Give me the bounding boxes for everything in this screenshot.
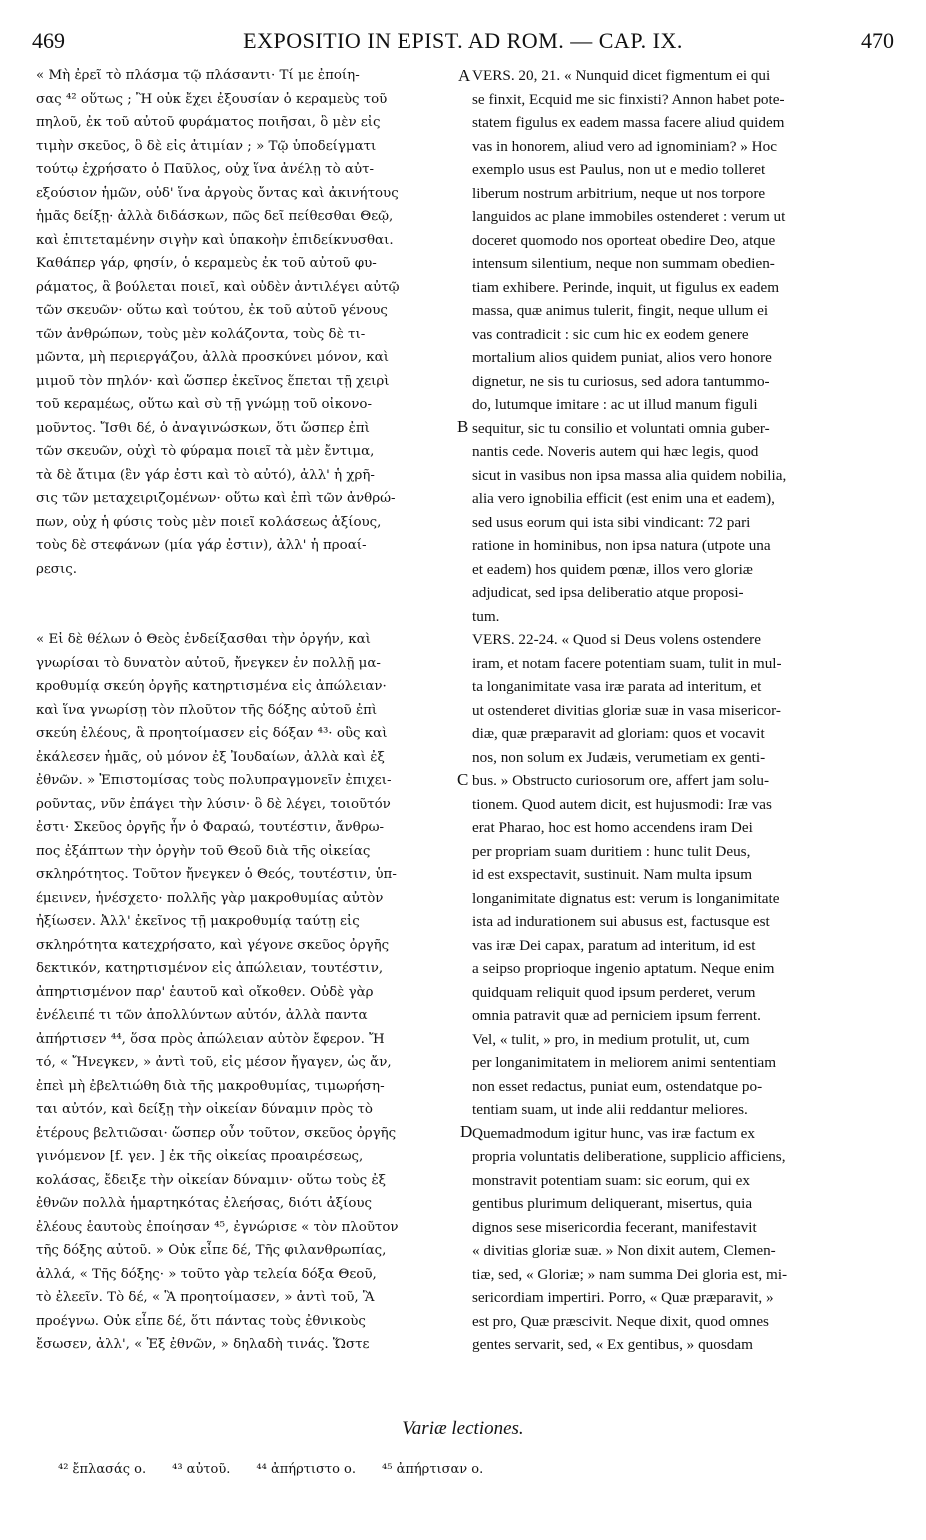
- text-line: [36, 581, 454, 605]
- variant-note: ⁴² ἔπλασάς ο.: [58, 1462, 147, 1477]
- text-line: erat Pharao, hoc est homo accendens iram Dei: [472, 819, 753, 836]
- text-line: gentibus plurimum deliquerant, misertus, quia: [472, 1195, 753, 1212]
- variant-note: ⁴⁴ ἀπήρτιστο ο.: [256, 1462, 357, 1477]
- text-line: ut ostenderet divitias gloriæ suæ in vasa misericor-: [472, 701, 781, 719]
- text-line: per longanimitatem in meliorem animi sententiam: [472, 1054, 777, 1071]
- text-line: sequitur, sic tu consilio et voluntati omnia guber-: [472, 419, 770, 437]
- text-line: propria voluntatis deliberatione, supplicio afficiens,: [472, 1148, 786, 1165]
- margin-letter-b: B: [457, 417, 469, 436]
- page-header: [32, 28, 894, 58]
- text-line: σκληρότητα κατεχρήσατο, καὶ γέγονε σκεῦος ὀργῆς: [36, 937, 390, 953]
- text-line: « divitias gloriæ suæ. » Non dixit autem, Clemen-: [472, 1242, 776, 1259]
- text-line: ἐκάλεσεν ἡμᾶς, οὐ μόνον ἐξ Ἰουδαίων, ἀλλὰ καὶ ἐξ: [36, 749, 385, 765]
- text-line: ἀλλά, « Τῆς δόξης· » τοῦτο γὰρ τελεία δόξα Θεοῦ,: [36, 1266, 377, 1282]
- text-line: ται αὐτόν, καὶ δείξῃ τὴν οἰκείαν δύναμιν πρὸς τὸ: [36, 1102, 373, 1117]
- text-line: adjudicat, sed ipsa deliberatio atque proposi-: [472, 584, 744, 601]
- text-line: statem figulus ex eadem massa facere aliud quidem: [472, 114, 785, 131]
- text-line: mortalium alios quidem puniat, alios vero honore: [472, 349, 772, 366]
- text-line: iram, et notam facere potentiam suam, tulit in mul-: [472, 654, 782, 672]
- text-line: non esset redactus, puniat eum, ostendatque po-: [472, 1077, 763, 1095]
- text-line: VERS. 20, 21. « Nunquid dicet figmentum ei qui: [472, 67, 771, 84]
- margin-letter-c: C: [457, 770, 469, 789]
- text-line: ρεσις.: [36, 561, 77, 577]
- text-line: tum.: [472, 607, 500, 625]
- text-line: ratione in hominibus, non ipsa natura (utpote una: [472, 537, 771, 554]
- running-title: EXPOSITIO IN EPIST. AD ROM. — CAP. IX.: [243, 28, 683, 53]
- text-line: « Εἰ δὲ θέλων ὁ Θεὸς ἐνδείξασθαι τὴν ὀργήν, καὶ: [36, 632, 371, 647]
- text-line: κροθυμίᾳ σκεύη ὀργῆς κατηρτισμένα εἰς ἀπώλειαν·: [36, 679, 387, 694]
- page-number-left: 469: [32, 28, 65, 53]
- variant-note: ⁴³ αὐτοῦ.: [172, 1462, 231, 1477]
- text-line: vas in honorem, aliud vero ad ignominiam? » Hoc: [472, 137, 777, 155]
- text-line: ἐπεὶ μὴ ἐβελτιώθη διὰ τῆς μακροθυμίας, τιμωρήση-: [36, 1078, 385, 1094]
- text-line: ἐλέους ἑαυτοὺς ἐποίησαν ⁴⁵, ἐγνώρισε « τὸν πλοῦτον: [36, 1219, 399, 1235]
- text-line: « Μὴ ἐρεῖ τὸ πλάσμα τῷ πλάσαντι· Τί με ἐποίη-: [36, 68, 360, 83]
- text-line: ἡμᾶς δείξῃ· ἀλλὰ διδάσκων, πῶς δεῖ πείθεσθαι Θεῷ,: [36, 209, 394, 224]
- text-line: ἔσωσεν, ἀλλ', « Ἐξ ἐθνῶν, » δηλαδὴ τινάς. Ὥστε: [36, 1337, 370, 1352]
- text-line: omnia patravit quæ ad perniciem ipsum ferrent.: [472, 1007, 761, 1024]
- text-line: σκεύη ἐλέους, ἃ προητοίμασεν εἰς δόξαν ⁴³· οὓς καὶ: [36, 726, 388, 741]
- text-line: προέγνω. Οὐκ εἶπε δέ, ὅτι πάντας τοὺς ἐθνικοὺς: [36, 1313, 366, 1329]
- text-line: est pro, Quæ præscivit. Neque dixit, quod omnes: [472, 1312, 769, 1330]
- text-line: μῶντα, μὴ περιεργάζου, ἀλλὰ προσκύνει μόνον, καὶ: [36, 350, 389, 365]
- text-line: se finxit, Ecquid me sic finxisti? Annon habet pote-: [472, 90, 785, 108]
- text-line: gentes servarit, sed, « Ex gentibus, » quosdam: [472, 1336, 753, 1353]
- text-line: πηλοῦ, ἐκ τοῦ αὐτοῦ φυράματος ποιῆσαι, ὃ μὲν εἰς: [36, 115, 381, 130]
- text-line: τὰ δὲ ἄτιμα (ἓν γάρ ἐστι καὶ τὸ αὐτό), ἀλλ' ἡ χρῆ-: [36, 467, 375, 483]
- variae-lectiones-title: Variæ lectiones.: [402, 1418, 524, 1439]
- text-line: ἐστι· Σκεῦος ὀργῆς ἦν ὁ Φαραώ, τουτέστιν, ἄνθρω-: [36, 820, 385, 835]
- text-line: vas contradicit : sic cum hic ex eodem genere: [472, 325, 749, 343]
- text-line: vas iræ Dei capax, paratum ad interitum, id est: [472, 936, 756, 954]
- text-line: σις τῶν μεταχειριζομένων· οὕτω καὶ ἐπὶ τῶν ἀνθρώ-: [36, 491, 396, 506]
- text-line: sicut in vasibus non ipsa massa alia quidem nobilia,: [472, 466, 787, 484]
- text-line: id est exspectavit, sustinuit. Nam multa ipsum: [472, 866, 753, 883]
- text-line: do, lutumque imitare : ac ut illud manum figuli: [472, 396, 758, 413]
- text-line: τὸ ἐλεεῖν. Τὸ δέ, « Ἃ προητοίμασεν, » ἀντὶ τοῦ, Ἃ: [36, 1290, 375, 1305]
- variae-lectiones-notes: [58, 1462, 509, 1477]
- text-line: καὶ ἵνα γνωρίσῃ τὸν πλοῦτον τῆς δόξης αὐτοῦ ἐπὶ: [36, 702, 378, 718]
- text-line: a seipso proprioque ingenio aptatum. Neque enim: [472, 960, 775, 977]
- text-line: tiæ, sed, « Gloriæ; » nam summa Dei gloria est, mi-: [472, 1265, 788, 1283]
- text-line: Quemadmodum igitur hunc, vas iræ factum ex: [472, 1124, 756, 1142]
- text-line: εξούσιον ἡμῶν, οὐδ' ἵνα ἀργοὺς ὄντας καὶ ἀκινήτους: [36, 185, 399, 201]
- text-line: σας ⁴² οὕτως ; Ἢ οὐκ ἔχει ἐξουσίαν ὁ κεραμεὺς τοῦ: [36, 91, 388, 107]
- text-line: τῶν σκευῶν, οὐχὶ τὸ φύραμα ποιεῖ τὰ μὲν ἔντιμα,: [36, 444, 375, 459]
- text-line: τούτῳ ἐχρήσατο ὁ Παῦλος, οὐχ ἵνα ἀνέλῃ τὸ αὐτ-: [36, 162, 375, 177]
- text-line: ἀπηρτισμένον παρ' ἑαυτοῦ καὶ οἴκοθεν. Οὐδὲ γὰρ: [36, 984, 374, 1000]
- text-line: σκληρότητος. Τοῦτον ἤνεγκεν ὁ Θεός, τουτέστιν, ὑπ-: [36, 867, 397, 882]
- text-line: nos, non solum ex Judæis, verumetiam ex genti-: [472, 748, 766, 766]
- text-line: τοὺς δὲ στεφάνων (μία γάρ ἐστιν), ἀλλ' ἡ προαί-: [36, 538, 367, 553]
- text-line: monstravit potentiam suam: sic eorum, qui ex: [472, 1171, 750, 1189]
- text-line: alia vero ignobilia efficit (est enim una et eadem),: [472, 490, 775, 507]
- text-line: VERS. 22-24. « Quod si Deus volens ostendere: [472, 631, 761, 648]
- text-line: ἐθνῶν. » Ἐπιστομίσας τοὺς πολυπραγμονεῖν ἐπιχει-: [36, 773, 392, 788]
- text-line: τῶν σκευῶν· οὕτω καὶ τούτου, ἐκ τοῦ αὐτοῦ γένους: [36, 303, 388, 318]
- variant-note: ⁴⁵ ἀπήρτισαν ο.: [382, 1462, 484, 1477]
- text-line: languidos ac plane immobiles ostenderet : verum ut: [472, 208, 786, 225]
- text-line: sericordiam impertiri. Porro, « Quæ præparavit, »: [472, 1289, 774, 1306]
- text-line: τό, « Ἤνεγκεν, » ἀντὶ τοῦ, εἰς μέσον ἤγαγεν, ὡς ἄν,: [36, 1055, 392, 1070]
- text-line: ista ad indurationem sui abusus est, factusque est: [472, 913, 770, 930]
- text-line: κολάσας, ἔδειξε τὴν οἰκείαν δύναμιν· οὕτω τοὺς ἐξ: [36, 1172, 387, 1188]
- text-line: liberum nostrum arbitrium, neque ut nos torpore: [472, 184, 766, 202]
- page-number-right: 470: [861, 28, 894, 53]
- text-line: τοῦ κεραμέως, οὕτω καὶ σὺ τῇ γνώμῃ τοῦ οἰκονο-: [36, 397, 372, 412]
- text-line: ροῦντας, νῦν ἐπάγει τὴν λύσιν· ὃ δὲ λέγει, τοιοῦτόν: [36, 796, 391, 812]
- text-line: γινόμενον [f. γεν. ] ἐκ τῆς οἰκείας προαιρέσεως,: [36, 1149, 364, 1164]
- text-line: quidquam reliquit quod ipsum perderet, verum: [472, 983, 756, 1001]
- text-line: [36, 605, 454, 629]
- latin-text-column: [472, 64, 892, 1357]
- text-line: dignetur, ne sis tu curiosus, sed adora tantummo-: [472, 372, 770, 390]
- text-line: έμεινεν, ἠνέσχετο· πολλῆς γὰρ μακροθυμίας αὐτὸν: [36, 890, 384, 906]
- text-line: Καθάπερ γάρ, φησίν, ὁ κεραμεὺς ἐκ τοῦ αὐτοῦ φυ-: [36, 256, 377, 271]
- text-line: tiam exhibere. Perinde, inquit, ut figulus ex eadem: [472, 278, 780, 296]
- margin-letter-d: D: [460, 1122, 473, 1141]
- text-line: μοῦντος. Ἴσθι δέ, ὁ ἀναγινώσκων, ὅτι ὥσπερ ἐπὶ: [36, 420, 370, 436]
- text-line: ta longanimitate vasa iræ parata ad interitum, et: [472, 678, 762, 695]
- text-line: τῶν ἀνθρώπων, τοὺς μὲν κολάζοντα, τοὺς δὲ τι-: [36, 326, 366, 342]
- text-line: ράματος, ἃ βούλεται ποιεῖ, καὶ οὐδὲν ἀντιλέγει αὐτῷ: [36, 279, 400, 295]
- text-line: et eadem) hos quidem pœnæ, illos vero gloriæ: [472, 560, 753, 578]
- text-line: πος ἐξάπτων τὴν ὀργὴν τοῦ Θεοῦ διὰ τῆς οἰκείας: [36, 843, 371, 859]
- text-line: exemplo usus est Paulus, non ut e medio tolleret: [472, 161, 766, 178]
- text-line: longanimitate dignatus est: verum is longanimitate: [472, 889, 780, 907]
- text-line: sed usus eorum qui ista sibi vindicant: 72 pari: [472, 513, 751, 531]
- greek-text-column: [36, 64, 454, 1357]
- text-line: doceret quomodo nos oporteat obedire Deo, atque: [472, 231, 776, 249]
- text-line: γνωρίσαι τὸ δυνατὸν αὐτοῦ, ἤνεγκεν ἐν πολλῇ μα-: [36, 655, 381, 671]
- text-line: tionem. Quod autem dicit, est hujusmodi: Iræ vas: [472, 795, 772, 813]
- text-line: massa, quæ animus tulerit, fingit, neque ullum ei: [472, 302, 769, 319]
- text-line: ἀπήρτισεν ⁴⁴, ὅσα πρὸς ἀπώλειαν αὐτὸν ἔφερον. Ἤ: [36, 1031, 385, 1047]
- text-line: ἠξίωσεν. Ἀλλ' ἐκεῖνος τῇ μακροθυμίᾳ ταύτῃ εἰς: [36, 914, 360, 929]
- text-line: intensum silentium, neque non summam obedien-: [472, 255, 775, 272]
- text-line: per propriam suam duritiem : hunc tulit Deus,: [472, 842, 751, 860]
- text-line: τῆς δόξης αὐτοῦ. » Οὐκ εἶπε δέ, Τῆς φιλανθρωπίας,: [36, 1243, 387, 1258]
- text-line: πων, οὐχ ἡ φύσις τοὺς μὲν ποιεῖ κολάσεως ἀξίους,: [36, 514, 382, 530]
- text-line: μιμοῦ τὸν πηλόν· καὶ ὥσπερ ἐκεῖνος ἕπεται τῇ χειρὶ: [36, 373, 390, 389]
- text-line: ἐθνῶν πολλὰ ἡμαρτηκότας ἐλεήσας, διότι ἀξίους: [36, 1196, 373, 1211]
- margin-letter-a: A: [458, 66, 471, 85]
- text-line: δεκτικόν, κατηρτισμένον εἰς ἀπώλειαν, τουτέστιν,: [36, 961, 384, 976]
- text-line: tentiam suam, ut inde alii reddantur meliores.: [472, 1101, 748, 1118]
- text-line: ἑτέρους βελτιῶσαι· ὥσπερ οὖν τοῦτον, σκεῦος ὀργῆς: [36, 1125, 397, 1141]
- text-line: καὶ ἐπιτεταμένην σιγὴν καὶ ὑπακοὴν ἐπιδείκνυσθαι.: [36, 232, 394, 248]
- text-line: Vel, « tulit, » pro, in medium protulit, ut, cum: [472, 1030, 750, 1048]
- text-line: nantis cede. Noveris autem qui hæc legis, quod: [472, 443, 759, 460]
- text-line: bus. » Obstructo curiosorum ore, affert jam solu-: [472, 772, 770, 789]
- text-line: ἐνέλειπέ τι τῶν ἀπολλύντων αὐτόν, ἀλλὰ παντα: [36, 1008, 368, 1023]
- text-line: τιμὴν σκεῦος, ὃ δὲ εἰς ἀτιμίαν ; » Τῷ ὑποδείγματι: [36, 138, 377, 154]
- text-line: dignos sese misericordia fecerant, manifestavit: [472, 1218, 757, 1236]
- text-line: diæ, quæ præparavit ad gloriam: quos et vocavit: [472, 725, 765, 742]
